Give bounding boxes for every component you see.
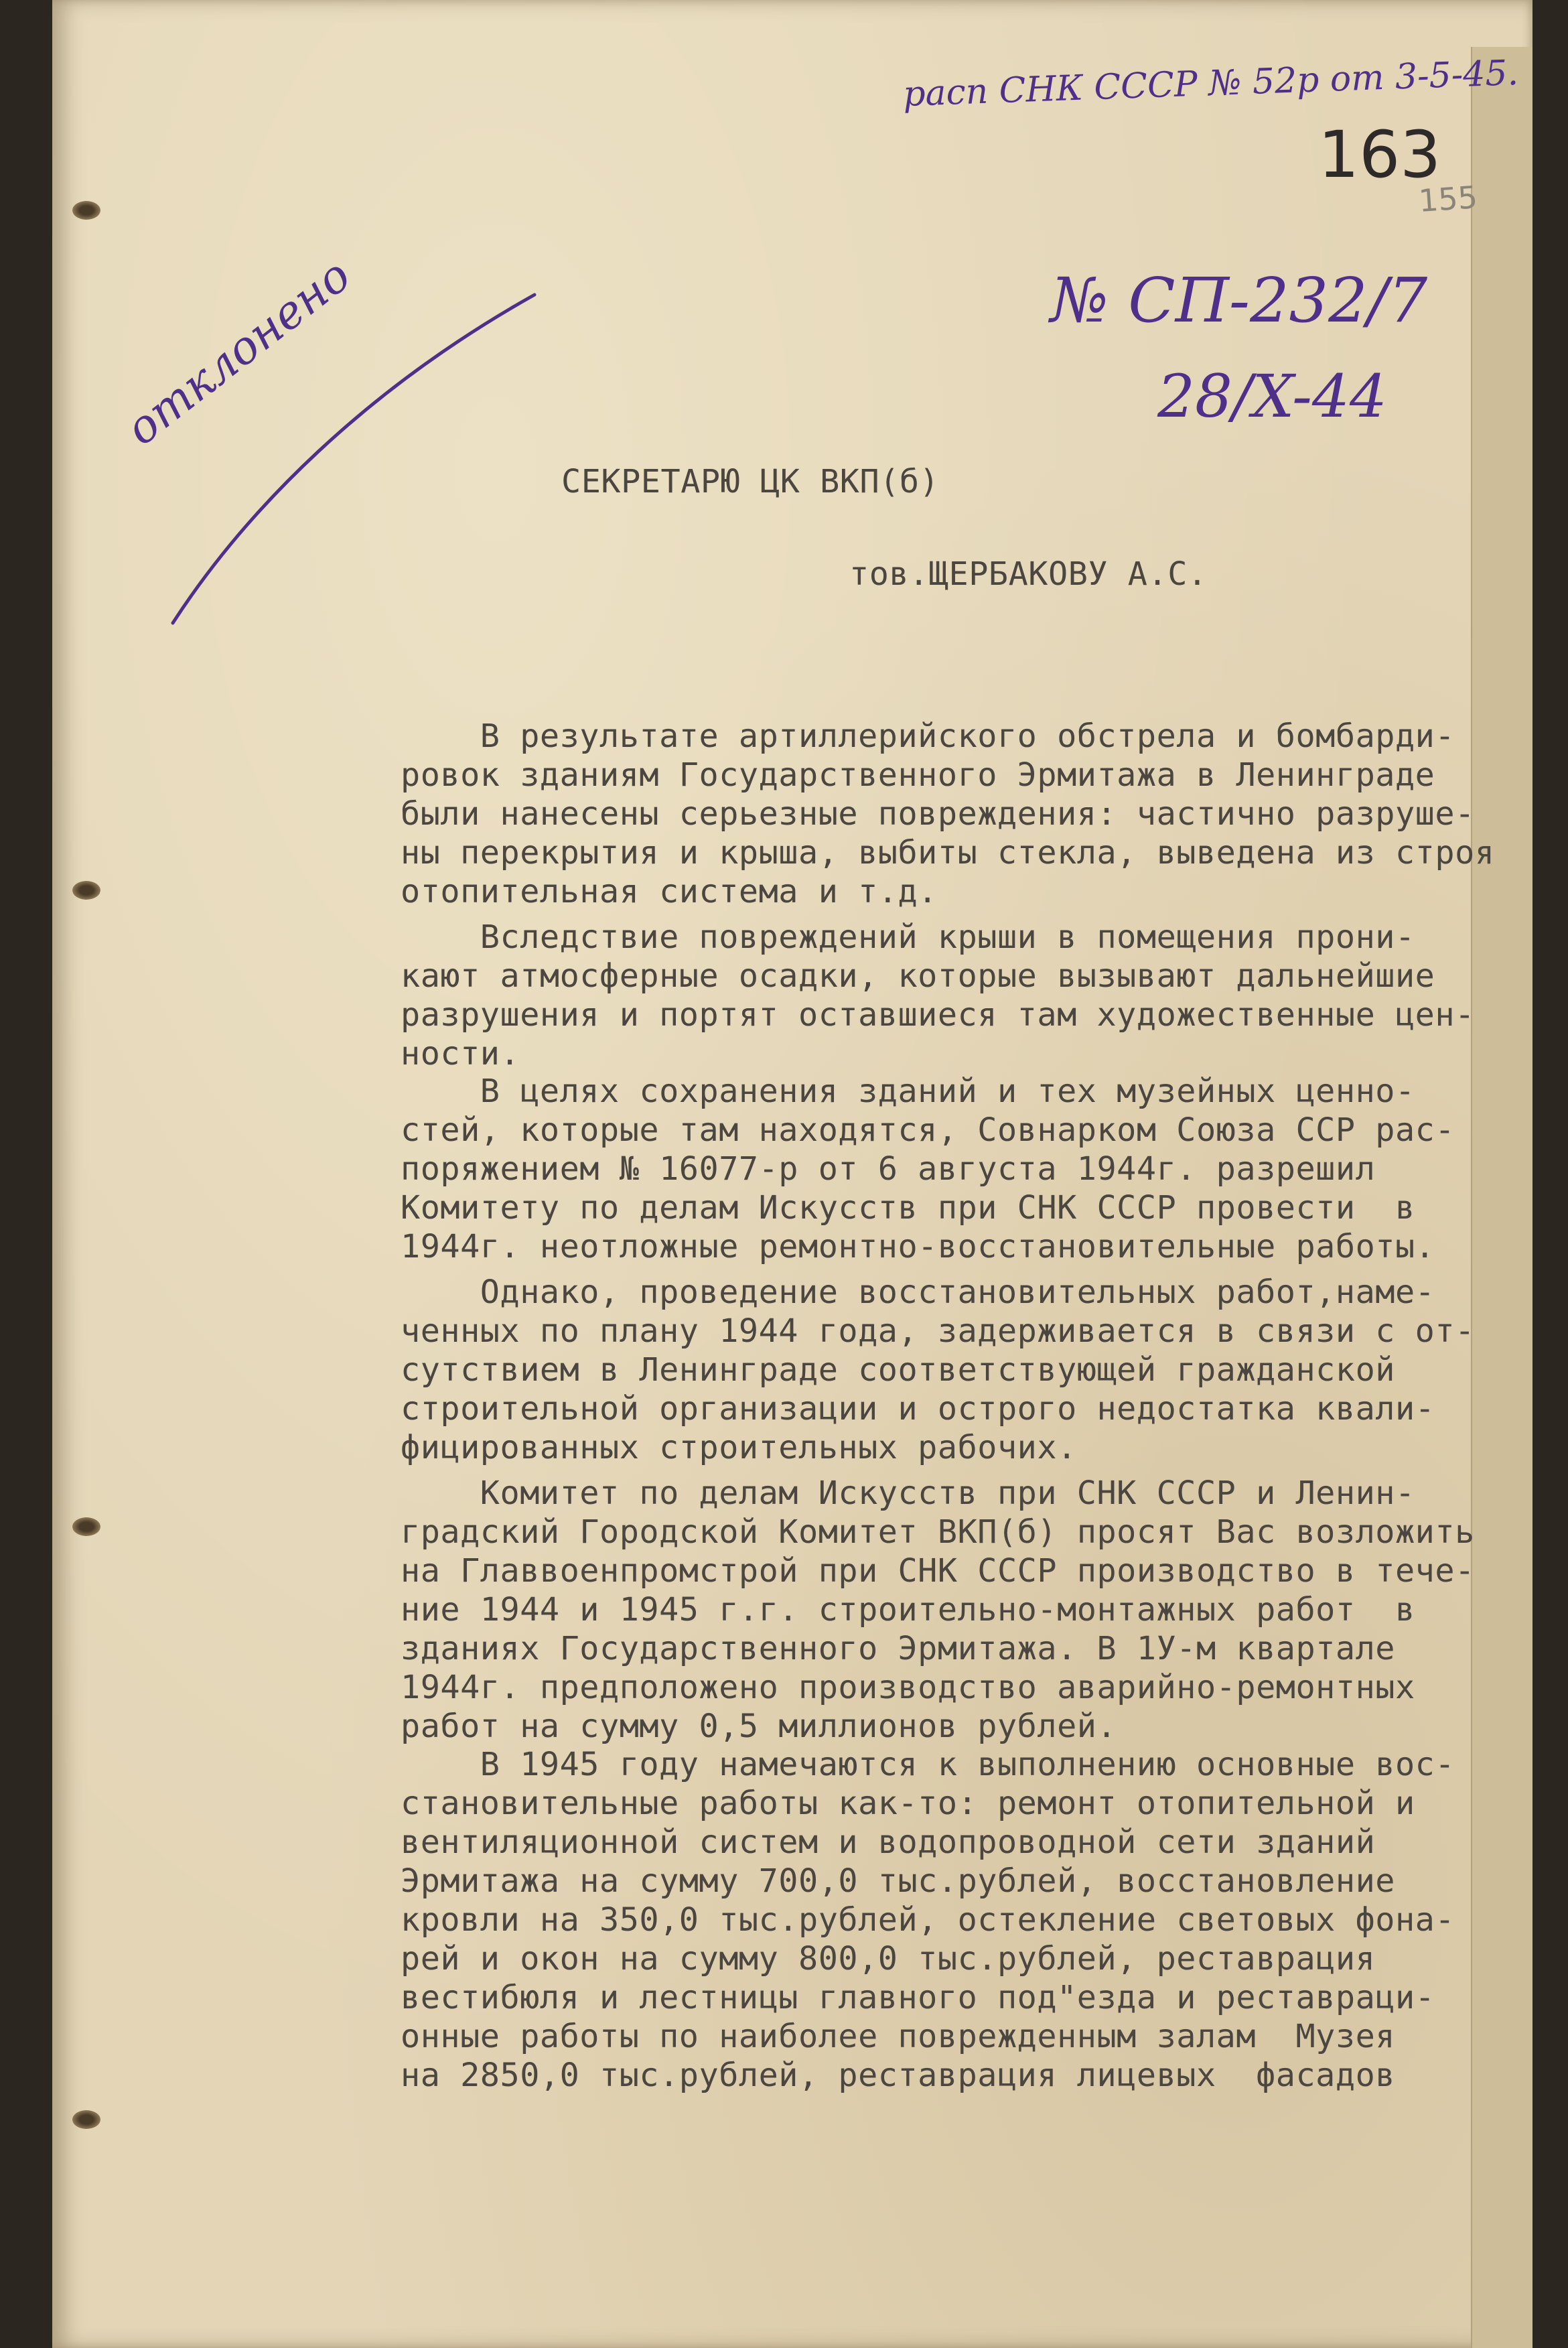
text-line: были нанесены серьезные повреждения: частично разруше-	[401, 795, 1475, 833]
text-line: отопительная система и т.д.	[401, 873, 938, 910]
registration-date: 28/X-44	[1157, 362, 1387, 431]
text-line: разрушения и портят оставшиеся там художественные цен-	[401, 996, 1475, 1034]
paragraph-4	[401, 1273, 1539, 1467]
addressee-title: СЕКРЕТАРЮ ЦК ВКП(б)	[561, 463, 940, 500]
binding-hole	[72, 2110, 100, 2129]
text-line: становительные работы как-то: ремонт отопительной и	[401, 1785, 1415, 1822]
registration-number: № СП-232/7	[1050, 265, 1428, 336]
text-line: ности.	[401, 1035, 520, 1073]
binding-hole	[72, 1517, 100, 1536]
text-line: работ на сумму 0,5 миллионов рублей.	[401, 1708, 1117, 1745]
text-line: фицированных строительных рабочих.	[401, 1429, 1077, 1466]
binding-hole	[72, 201, 100, 220]
text-line: Однако, проведение восстановительных работ,наме-	[401, 1273, 1435, 1311]
text-line: ченных по плану 1944 года, задерживается в связи с от-	[401, 1312, 1475, 1350]
old-folio-number: 155	[1417, 179, 1479, 219]
text-line: ние 1944 и 1945 г.г. строительно-монтажных работ в	[401, 1591, 1415, 1629]
handwritten-top-reference: расп СНК СССР № 52р от 3-5-45.	[902, 52, 1519, 115]
text-line: кают атмосферные осадки, которые вызывают дальнейшие	[401, 957, 1435, 995]
paragraph-3	[401, 1072, 1539, 1266]
text-line: на 2850,0 тыс.рублей, реставрация лицевых фасадов	[401, 2057, 1395, 2094]
text-line: В целях сохранения зданий и тех музейных ценно-	[401, 1073, 1415, 1110]
paragraph-5	[401, 1474, 1539, 1746]
paragraph-1	[401, 717, 1539, 911]
text-line: Комитет по делам Искусств при СНК СССР и Ленин-	[401, 1474, 1415, 1512]
margin-resolution-note: отклонено	[116, 249, 361, 456]
text-line: 1944г. неотложные ремонтно-восстановительные работы.	[401, 1228, 1435, 1265]
text-line: Вследствие повреждений крыши в помещения прони-	[401, 918, 1415, 956]
text-line: В 1945 году намечаются к выполнению основные вос-	[401, 1746, 1455, 1783]
text-line: ны перекрытия и крыша, выбиты стекла, выведена из строя	[401, 834, 1495, 872]
text-line: строительной организации и острого недостатка квали-	[401, 1390, 1435, 1428]
text-line: ровок зданиям Государственного Эрмитажа в Ленинграде	[401, 756, 1435, 794]
text-line: В результате артиллерийского обстрела и бомбарди-	[401, 717, 1455, 755]
text-line: стей, которые там находятся, Совнарком Союза ССР рас-	[401, 1111, 1455, 1149]
text-line: Эрмитажа на сумму 700,0 тыс.рублей, восстановление	[401, 1862, 1395, 1900]
text-line: на Главвоенпромстрой при СНК СССР производство в тече-	[401, 1552, 1475, 1590]
text-line: кровли на 350,0 тыс.рублей, остекление световых фона-	[401, 1901, 1455, 1939]
folio-number: 163	[1318, 117, 1441, 192]
text-line: сутствием в Ленинграде соответствующей гражданской	[401, 1351, 1395, 1389]
margin-stroke	[166, 288, 541, 636]
text-line: вестибюля и лестницы главного под"езда и реставраци-	[401, 1979, 1435, 2016]
document-page	[52, 0, 1533, 2348]
binding-hole	[72, 881, 100, 900]
text-line: онные работы по наиболее поврежденным залам Музея	[401, 2018, 1395, 2055]
text-line: Комитету по делам Искусств при СНК СССР провести в	[401, 1189, 1415, 1227]
text-line: поряжением № 16077-р от 6 августа 1944г. разрешил	[401, 1150, 1376, 1188]
text-line: градский Городской Комитет ВКП(б) просят Вас возложить	[401, 1513, 1475, 1551]
addressee-name: тов.ЩЕРБАКОВУ А.С.	[849, 555, 1208, 593]
text-line: зданиях Государственного Эрмитажа. В 1У-м квартале	[401, 1630, 1395, 1667]
text-line: рей и окон на сумму 800,0 тыс.рублей, реставрация	[401, 1940, 1376, 1978]
text-line: 1944г. предположено производство аварийно-ремонтных	[401, 1669, 1415, 1706]
paragraph-2	[401, 918, 1539, 1073]
paragraph-6	[401, 1745, 1539, 2095]
text-line: вентиляционной систем и водопроводной сети зданий	[401, 1823, 1376, 1861]
